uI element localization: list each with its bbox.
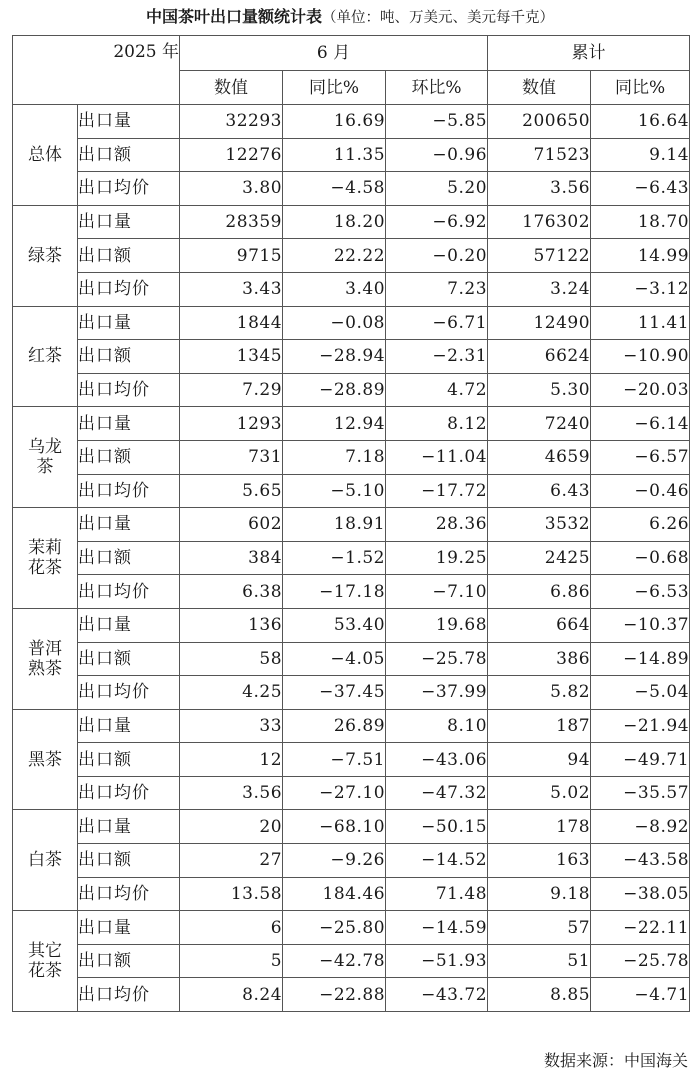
cell-cum-yoy: −10.90 bbox=[591, 340, 690, 374]
unit-note: （单位：吨、万美元、美元每千克） bbox=[322, 10, 554, 26]
cell-month-value: 6 bbox=[180, 911, 283, 945]
indicator-label: 出口额 bbox=[78, 440, 180, 474]
table-row bbox=[13, 575, 690, 609]
cell-cum-yoy: −14.89 bbox=[591, 642, 690, 676]
category-cell bbox=[13, 709, 78, 810]
category-cell bbox=[13, 508, 78, 609]
table-row bbox=[13, 709, 690, 743]
indicator-label: 出口均价 bbox=[78, 474, 180, 508]
cell-month-yoy: −0.08 bbox=[283, 306, 386, 340]
indicator-label: 出口均价 bbox=[78, 172, 180, 206]
cell-cum-value: 3.56 bbox=[488, 172, 591, 206]
category-label: 总体 bbox=[28, 144, 62, 165]
cell-month-value: 9715 bbox=[180, 239, 283, 273]
table-row bbox=[13, 810, 690, 844]
cell-cum-value: 7240 bbox=[488, 407, 591, 441]
indicator-label: 出口量 bbox=[78, 911, 180, 945]
indicator-label: 出口量 bbox=[78, 709, 180, 743]
cell-month-mom: 7.23 bbox=[386, 272, 488, 306]
cell-cum-value: 71523 bbox=[488, 138, 591, 172]
cell-cum-yoy: −5.04 bbox=[591, 676, 690, 710]
cell-cum-value: 4659 bbox=[488, 440, 591, 474]
cell-month-mom: −17.72 bbox=[386, 474, 488, 508]
month-group-header: 6 月 bbox=[180, 36, 488, 71]
table-title-line bbox=[0, 6, 700, 29]
indicator-label: 出口量 bbox=[78, 608, 180, 642]
indicator-label: 出口均价 bbox=[78, 978, 180, 1012]
table-row bbox=[13, 440, 690, 474]
table-title: 中国茶叶出口量额统计表 bbox=[145, 7, 322, 26]
cell-month-value: 1844 bbox=[180, 306, 283, 340]
indicator-label: 出口量 bbox=[78, 810, 180, 844]
cell-cum-value: 5.02 bbox=[488, 776, 591, 810]
table-row bbox=[13, 743, 690, 777]
cell-cum-value: 176302 bbox=[488, 205, 591, 239]
cell-cum-yoy: −43.58 bbox=[591, 844, 690, 878]
category-label: 其它 bbox=[28, 941, 62, 962]
cell-month-mom: −6.92 bbox=[386, 205, 488, 239]
cell-month-yoy: −28.89 bbox=[283, 373, 386, 407]
table-row bbox=[13, 911, 690, 945]
cell-cum-yoy: −20.03 bbox=[591, 373, 690, 407]
cell-cum-yoy: −25.78 bbox=[591, 944, 690, 978]
cell-month-value: 5 bbox=[180, 944, 283, 978]
cell-month-value: 20 bbox=[180, 810, 283, 844]
category-cell bbox=[13, 810, 78, 911]
cell-month-yoy: −5.10 bbox=[283, 474, 386, 508]
table-row bbox=[13, 138, 690, 172]
cell-month-value: 384 bbox=[180, 541, 283, 575]
cell-month-yoy: 12.94 bbox=[283, 407, 386, 441]
category-label: 花茶 bbox=[28, 961, 62, 982]
cell-cum-value: 8.85 bbox=[488, 978, 591, 1012]
table-row bbox=[13, 541, 690, 575]
col-header-month-value: 数值 bbox=[180, 71, 283, 105]
cell-month-yoy: 16.69 bbox=[283, 105, 386, 139]
table-row bbox=[13, 239, 690, 273]
cell-month-value: 7.29 bbox=[180, 373, 283, 407]
cell-month-yoy: −42.78 bbox=[283, 944, 386, 978]
cell-cum-value: 6624 bbox=[488, 340, 591, 374]
category-cell bbox=[13, 407, 78, 508]
cell-cum-yoy: −4.71 bbox=[591, 978, 690, 1012]
cell-month-mom: −14.52 bbox=[386, 844, 488, 878]
cell-month-yoy: −25.80 bbox=[283, 911, 386, 945]
indicator-label: 出口量 bbox=[78, 205, 180, 239]
cell-cum-value: 178 bbox=[488, 810, 591, 844]
cell-cum-yoy: −21.94 bbox=[591, 709, 690, 743]
cell-month-value: 58 bbox=[180, 642, 283, 676]
table-row bbox=[13, 776, 690, 810]
cell-month-yoy: 7.18 bbox=[283, 440, 386, 474]
category-label: 红茶 bbox=[28, 346, 62, 367]
category-cell bbox=[13, 105, 78, 206]
cell-cum-value: 57122 bbox=[488, 239, 591, 273]
indicator-label: 出口额 bbox=[78, 743, 180, 777]
indicator-label: 出口量 bbox=[78, 508, 180, 542]
cell-month-value: 602 bbox=[180, 508, 283, 542]
cell-month-mom: −43.06 bbox=[386, 743, 488, 777]
data-source-note: 数据来源：中国海关 bbox=[543, 1051, 688, 1070]
cell-month-mom: −11.04 bbox=[386, 440, 488, 474]
cell-month-mom: 4.72 bbox=[386, 373, 488, 407]
cell-month-yoy: 26.89 bbox=[283, 709, 386, 743]
cell-month-value: 3.56 bbox=[180, 776, 283, 810]
category-label: 熟茶 bbox=[28, 658, 62, 679]
category-label: 茉莉 bbox=[28, 538, 62, 559]
table-row bbox=[13, 205, 690, 239]
table-row bbox=[13, 407, 690, 441]
cell-month-mom: −50.15 bbox=[386, 810, 488, 844]
table-row bbox=[13, 877, 690, 911]
category-cell bbox=[13, 608, 78, 709]
cell-month-value: 28359 bbox=[180, 205, 283, 239]
table-row bbox=[13, 508, 690, 542]
cell-cum-value: 187 bbox=[488, 709, 591, 743]
cell-month-value: 6.38 bbox=[180, 575, 283, 609]
col-header-month-yoy: 同比% bbox=[283, 71, 386, 105]
cell-month-mom: −47.32 bbox=[386, 776, 488, 810]
cell-month-yoy: −9.26 bbox=[283, 844, 386, 878]
table-row bbox=[13, 474, 690, 508]
cell-cum-value: 9.18 bbox=[488, 877, 591, 911]
cell-cum-yoy: −6.53 bbox=[591, 575, 690, 609]
year-header: 2025 年 bbox=[13, 36, 180, 105]
cell-month-mom: 8.12 bbox=[386, 407, 488, 441]
cell-cum-value: 94 bbox=[488, 743, 591, 777]
indicator-label: 出口均价 bbox=[78, 776, 180, 810]
cell-month-value: 5.65 bbox=[180, 474, 283, 508]
cell-cum-yoy: 9.14 bbox=[591, 138, 690, 172]
cell-month-mom: −0.20 bbox=[386, 239, 488, 273]
category-label: 普洱 bbox=[28, 638, 62, 659]
cell-month-value: 1345 bbox=[180, 340, 283, 374]
indicator-label: 出口均价 bbox=[78, 272, 180, 306]
cell-cum-yoy: −35.57 bbox=[591, 776, 690, 810]
cell-month-yoy: 22.22 bbox=[283, 239, 386, 273]
cell-cum-yoy: 14.99 bbox=[591, 239, 690, 273]
table-row bbox=[13, 105, 690, 139]
table-row bbox=[13, 642, 690, 676]
cell-month-yoy: 3.40 bbox=[283, 272, 386, 306]
cell-month-yoy: −17.18 bbox=[283, 575, 386, 609]
table-row bbox=[13, 340, 690, 374]
cell-cum-value: 3532 bbox=[488, 508, 591, 542]
table-row bbox=[13, 978, 690, 1012]
indicator-label: 出口额 bbox=[78, 340, 180, 374]
indicator-label: 出口额 bbox=[78, 944, 180, 978]
cell-month-mom: −5.85 bbox=[386, 105, 488, 139]
cell-cum-value: 6.86 bbox=[488, 575, 591, 609]
cell-month-mom: −51.93 bbox=[386, 944, 488, 978]
cell-month-yoy: −22.88 bbox=[283, 978, 386, 1012]
cell-cum-yoy: 11.41 bbox=[591, 306, 690, 340]
cell-month-yoy: 53.40 bbox=[283, 608, 386, 642]
category-label: 白茶 bbox=[28, 850, 62, 871]
cell-cum-value: 6.43 bbox=[488, 474, 591, 508]
cell-month-mom: −25.78 bbox=[386, 642, 488, 676]
cell-month-value: 12276 bbox=[180, 138, 283, 172]
cell-cum-yoy: −3.12 bbox=[591, 272, 690, 306]
cell-month-value: 731 bbox=[180, 440, 283, 474]
cell-month-value: 13.58 bbox=[180, 877, 283, 911]
indicator-label: 出口均价 bbox=[78, 676, 180, 710]
cell-month-mom: 28.36 bbox=[386, 508, 488, 542]
cell-cum-yoy: −38.05 bbox=[591, 877, 690, 911]
cell-cum-yoy: −6.14 bbox=[591, 407, 690, 441]
cell-month-value: 33 bbox=[180, 709, 283, 743]
cell-cum-value: 200650 bbox=[488, 105, 591, 139]
cell-month-yoy: −37.45 bbox=[283, 676, 386, 710]
indicator-label: 出口均价 bbox=[78, 373, 180, 407]
indicator-label: 出口量 bbox=[78, 407, 180, 441]
category-label: 黑茶 bbox=[28, 749, 62, 770]
cell-month-mom: 71.48 bbox=[386, 877, 488, 911]
cell-month-mom: 19.25 bbox=[386, 541, 488, 575]
indicator-label: 出口均价 bbox=[78, 575, 180, 609]
cell-month-value: 8.24 bbox=[180, 978, 283, 1012]
col-header-month-mom: 环比% bbox=[386, 71, 488, 105]
cell-cum-yoy: −8.92 bbox=[591, 810, 690, 844]
tea-export-table bbox=[12, 35, 690, 1012]
cell-cum-value: 163 bbox=[488, 844, 591, 878]
cell-month-value: 3.43 bbox=[180, 272, 283, 306]
cell-cum-yoy: −10.37 bbox=[591, 608, 690, 642]
category-label: 乌龙 bbox=[28, 437, 62, 458]
cell-cum-yoy: −0.46 bbox=[591, 474, 690, 508]
cell-month-yoy: −4.05 bbox=[283, 642, 386, 676]
cumulative-group-header: 累计 bbox=[488, 36, 690, 71]
cell-cum-yoy: −49.71 bbox=[591, 743, 690, 777]
cell-month-value: 4.25 bbox=[180, 676, 283, 710]
cell-month-value: 1293 bbox=[180, 407, 283, 441]
table-row bbox=[13, 306, 690, 340]
category-cell bbox=[13, 911, 78, 1012]
cell-cum-value: 5.30 bbox=[488, 373, 591, 407]
table-row bbox=[13, 172, 690, 206]
category-label: 茶 bbox=[36, 457, 54, 478]
cell-cum-yoy: 6.26 bbox=[591, 508, 690, 542]
indicator-label: 出口量 bbox=[78, 105, 180, 139]
col-header-cum-value: 数值 bbox=[488, 71, 591, 105]
category-cell bbox=[13, 205, 78, 306]
cell-month-mom: −43.72 bbox=[386, 978, 488, 1012]
cell-month-mom: −14.59 bbox=[386, 911, 488, 945]
col-header-cum-yoy: 同比% bbox=[591, 71, 690, 105]
cell-month-value: 3.80 bbox=[180, 172, 283, 206]
table-row bbox=[13, 944, 690, 978]
category-cell bbox=[13, 306, 78, 407]
cell-month-mom: −37.99 bbox=[386, 676, 488, 710]
cell-month-yoy: −7.51 bbox=[283, 743, 386, 777]
indicator-label: 出口均价 bbox=[78, 877, 180, 911]
cell-cum-value: 386 bbox=[488, 642, 591, 676]
cell-cum-yoy: 16.64 bbox=[591, 105, 690, 139]
indicator-label: 出口额 bbox=[78, 844, 180, 878]
indicator-label: 出口额 bbox=[78, 642, 180, 676]
cell-cum-yoy: −6.57 bbox=[591, 440, 690, 474]
cell-month-mom: −0.96 bbox=[386, 138, 488, 172]
cell-month-yoy: −28.94 bbox=[283, 340, 386, 374]
indicator-label: 出口量 bbox=[78, 306, 180, 340]
table-row bbox=[13, 272, 690, 306]
cell-cum-yoy: −0.68 bbox=[591, 541, 690, 575]
cell-month-yoy: −27.10 bbox=[283, 776, 386, 810]
cell-month-yoy: −4.58 bbox=[283, 172, 386, 206]
indicator-label: 出口额 bbox=[78, 239, 180, 273]
cell-month-mom: 5.20 bbox=[386, 172, 488, 206]
cell-month-yoy: 184.46 bbox=[283, 877, 386, 911]
cell-cum-value: 664 bbox=[488, 608, 591, 642]
cell-month-mom: −7.10 bbox=[386, 575, 488, 609]
table-row bbox=[13, 844, 690, 878]
cell-cum-yoy: −6.43 bbox=[591, 172, 690, 206]
cell-cum-value: 12490 bbox=[488, 306, 591, 340]
table-row bbox=[13, 373, 690, 407]
cell-month-mom: 19.68 bbox=[386, 608, 488, 642]
cell-month-value: 136 bbox=[180, 608, 283, 642]
table-row bbox=[13, 676, 690, 710]
cell-month-value: 12 bbox=[180, 743, 283, 777]
cell-month-value: 32293 bbox=[180, 105, 283, 139]
category-label: 绿茶 bbox=[28, 245, 62, 266]
indicator-label: 出口额 bbox=[78, 138, 180, 172]
cell-cum-yoy: −22.11 bbox=[591, 911, 690, 945]
cell-month-mom: −2.31 bbox=[386, 340, 488, 374]
cell-month-mom: −6.71 bbox=[386, 306, 488, 340]
cell-month-mom: 8.10 bbox=[386, 709, 488, 743]
category-label: 花茶 bbox=[28, 558, 62, 579]
cell-month-yoy: 11.35 bbox=[283, 138, 386, 172]
cell-cum-yoy: 18.70 bbox=[591, 205, 690, 239]
cell-month-value: 27 bbox=[180, 844, 283, 878]
cell-month-yoy: −1.52 bbox=[283, 541, 386, 575]
cell-cum-value: 57 bbox=[488, 911, 591, 945]
table-row bbox=[13, 608, 690, 642]
cell-cum-value: 51 bbox=[488, 944, 591, 978]
cell-cum-value: 3.24 bbox=[488, 272, 591, 306]
cell-cum-value: 2425 bbox=[488, 541, 591, 575]
header-row-1 bbox=[13, 36, 690, 71]
cell-month-yoy: 18.20 bbox=[283, 205, 386, 239]
cell-cum-value: 5.82 bbox=[488, 676, 591, 710]
cell-month-yoy: −68.10 bbox=[283, 810, 386, 844]
indicator-label: 出口额 bbox=[78, 541, 180, 575]
cell-month-yoy: 18.91 bbox=[283, 508, 386, 542]
